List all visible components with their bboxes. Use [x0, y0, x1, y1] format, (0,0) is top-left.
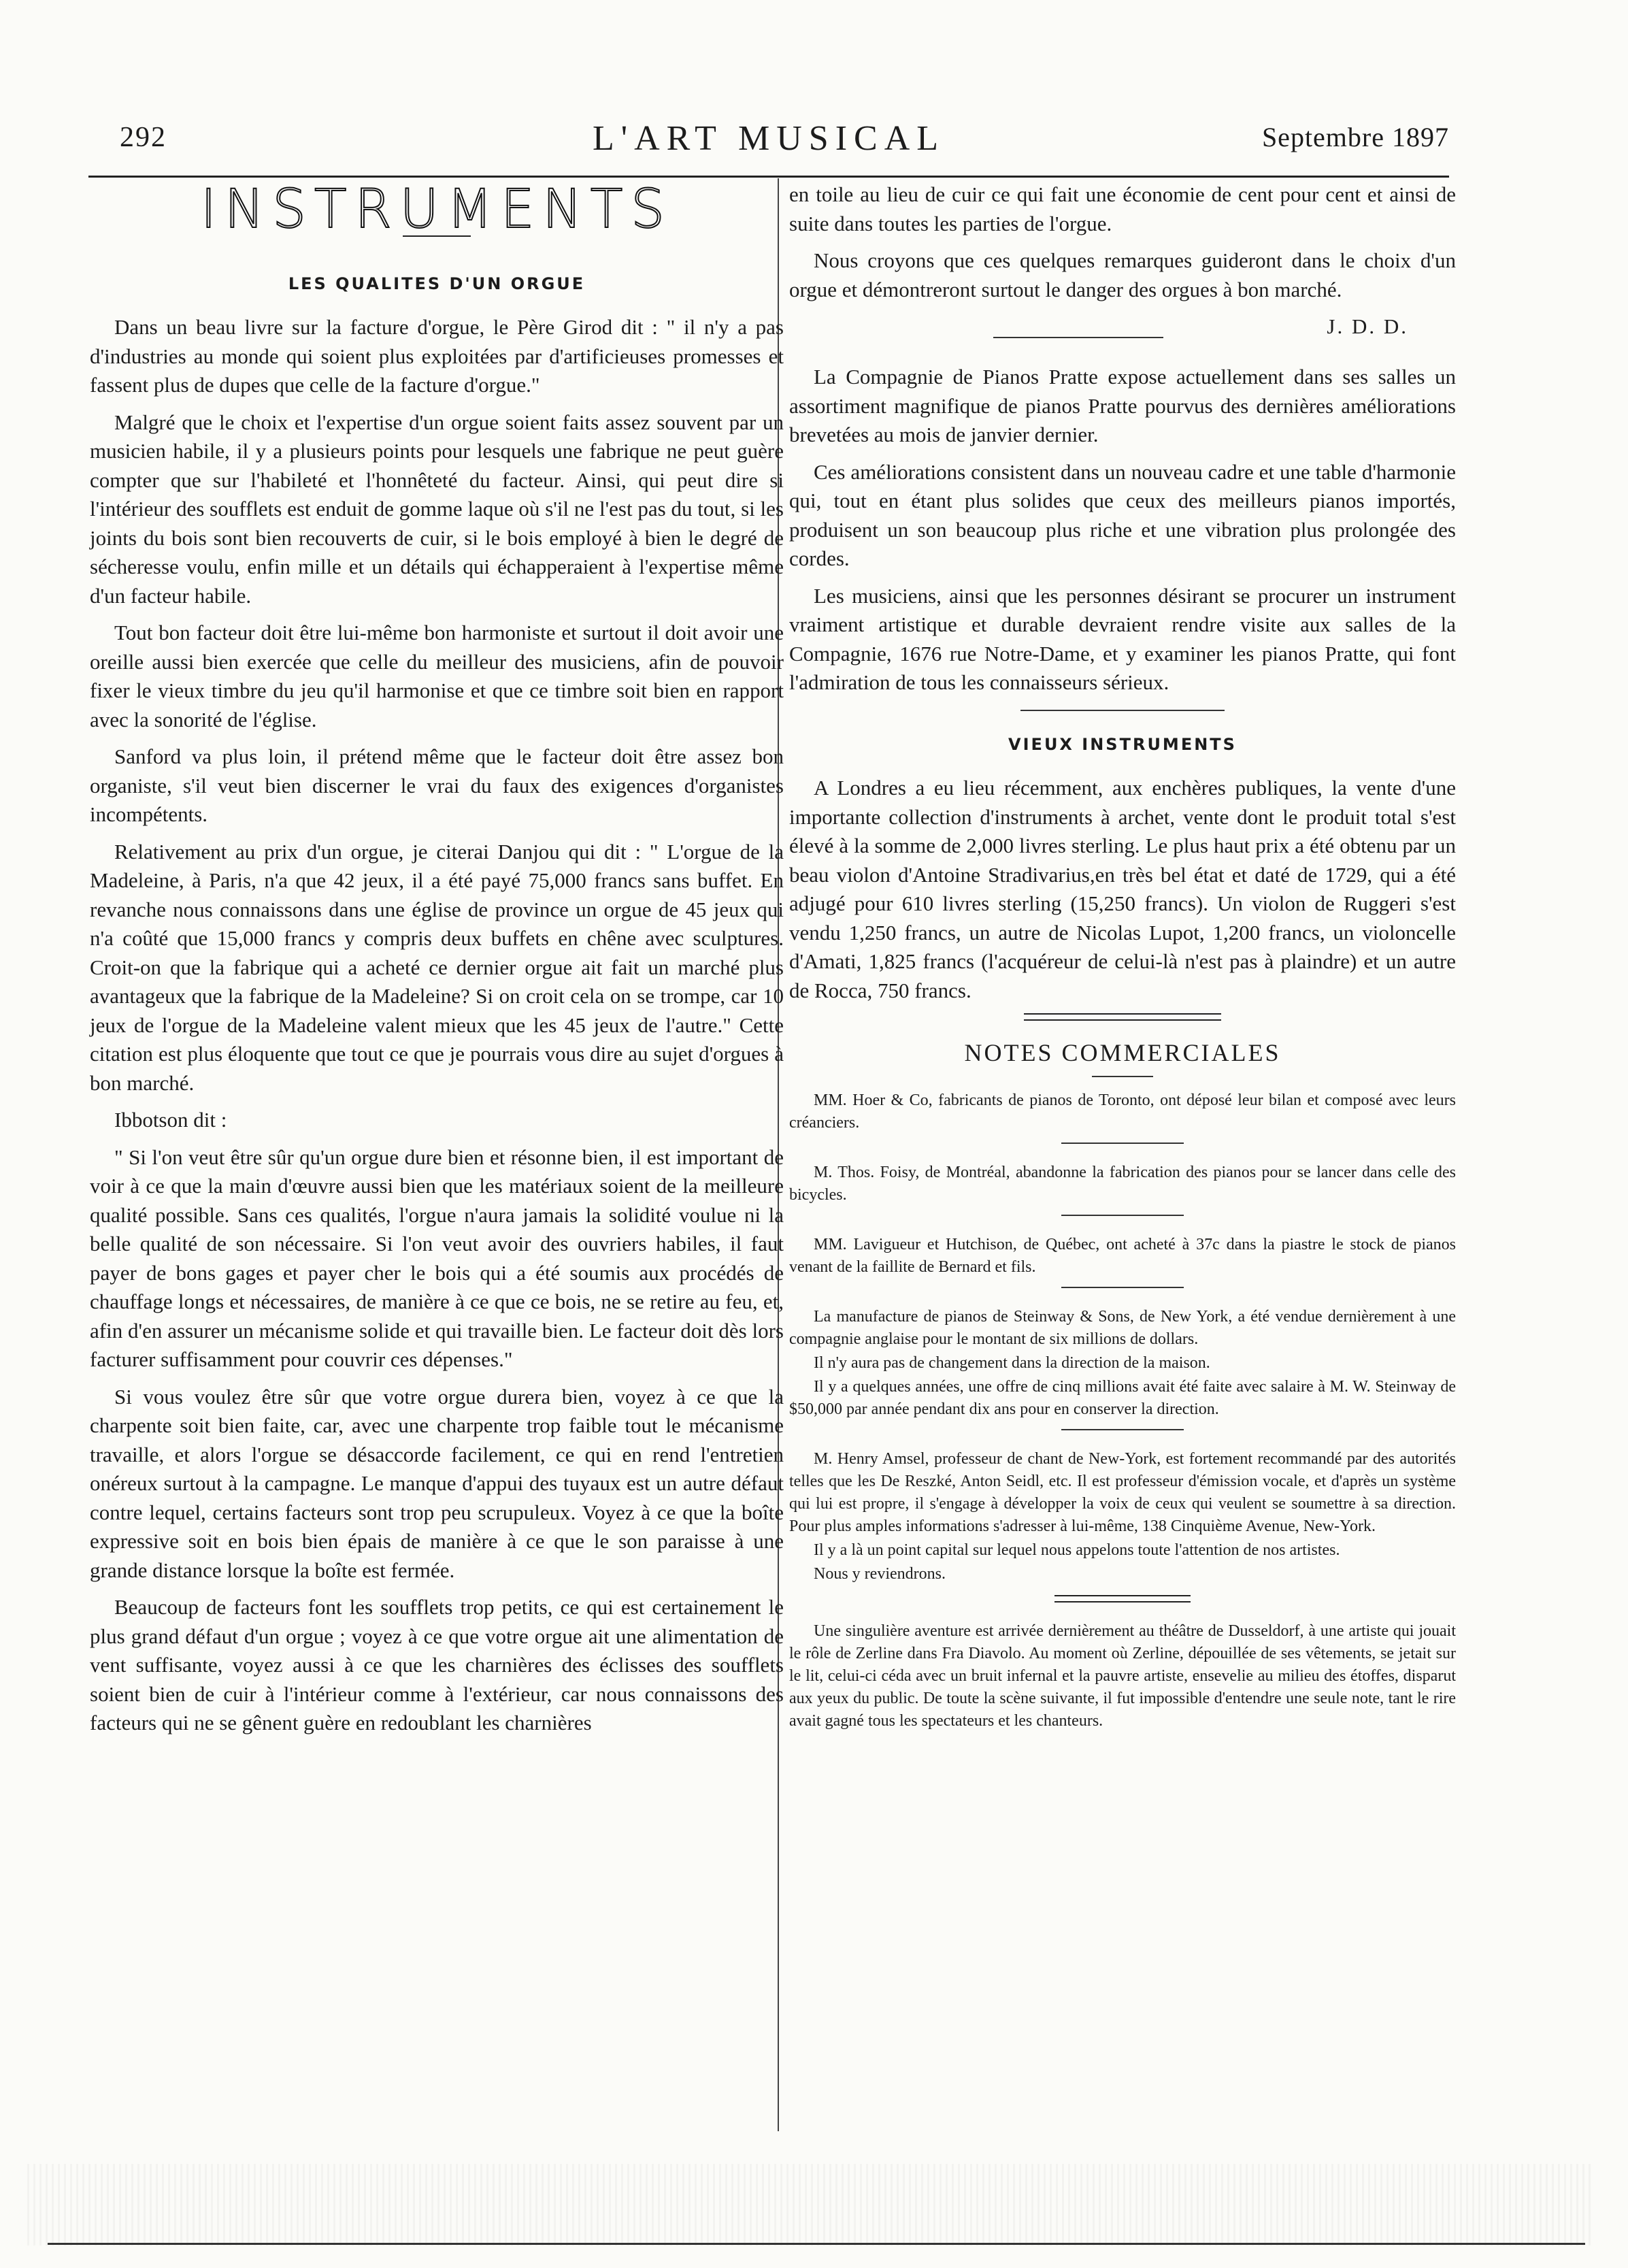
signature-line	[789, 312, 1456, 342]
notes-title: NOTES COMMERCIALES	[964, 1039, 1281, 1066]
right-column	[789, 180, 1456, 1738]
paragraph-continued: en toile au lieu de cuir ce qui fait une économie de cent pour cent et ainsi de suite dans toutes les parties de l'orgue.	[789, 182, 1456, 235]
note-separator	[1061, 1287, 1184, 1288]
paragraph: Nous croyons que ces quelques remarques guideront dans le choix d'un orgue et démontreront surtout le danger des orgues à bon marché.	[789, 248, 1456, 301]
double-rule	[1024, 1013, 1221, 1021]
note-separator	[1061, 1215, 1184, 1216]
paragraph: La Compagnie de Pianos Pratte expose actuellement dans ses salles un assortiment magnifique de pianos Pratte pourvus des dernières améliorations brevetées au mois de janvier dernier.	[789, 365, 1456, 446]
note-separator	[1061, 1143, 1184, 1144]
note-item	[789, 1089, 1456, 1134]
page-bottom-edge	[48, 2243, 1585, 2245]
article-title: VIEUX INSTRUMENTS	[1008, 734, 1237, 754]
note-text: Il y a quelques années, une offre de cinq millions avait été faite avec salaire à M. W. Steinway de $50,000 par année pendant dix ans pour en conserver la direction.	[789, 1377, 1456, 1418]
note-item	[789, 1234, 1456, 1279]
issue-date: Septembre 1897	[1261, 122, 1449, 152]
paragraph: Ces améliorations consistent dans un nouveau cadre et une table d'harmonie qui, tout en étant plus solides que ceux des meilleurs pianos importés, produisent un son beaucoup plus riche et une vibration plus prolongée des cordes.	[789, 459, 1456, 570]
header-rule	[88, 176, 1449, 178]
note-item	[789, 1306, 1456, 1421]
note-separator	[1061, 1429, 1184, 1430]
note-text: Il y a là un point capital sur lequel nous appelons toute l'attention de nos artistes.	[814, 1541, 1340, 1559]
signature-rule	[993, 337, 1163, 338]
paragraph: Ibbotson dit :	[114, 1108, 227, 1132]
note-item	[789, 1162, 1456, 1206]
section-title: INSTRUMENTS	[201, 179, 673, 240]
note-text: MM. Hoer & Co, fabricants de pianos de Toronto, ont déposé leur bilan et composé avec leurs créanciers.	[789, 1091, 1456, 1132]
paragraph: Les musiciens, ainsi que les personnes désirant se procurer un instrument vraiment artistique et durable devraient rendre visite aux salles de la Compagnie, 1676 rue Notre-Dame, et y examiner les pianos Pratte, qui font l'admiration de tous les connaisseurs sérieux.	[789, 583, 1456, 694]
section-rule	[1020, 710, 1225, 711]
note-text: MM. Lavigueur et Hutchison, de Québec, ont acheté à 37c dans la piastre le stock de pianos venant de la faillite de Bernard et fils.	[789, 1235, 1456, 1276]
paper-texture	[27, 2164, 1592, 2246]
note-text: Il n'y aura pas de changement dans la direction de la maison.	[814, 1353, 1210, 1372]
note-item	[789, 1448, 1456, 1585]
paragraph: Tout bon facteur doit être lui-même bon harmoniste et surtout il doit avoir une oreille aussi bien exercée que celle du meilleur des musiciens, afin de pouvoir fixer le vieux timbre du jeu qu'il harmonise et que ce timbre soit bien en rapport avec la sonorité de l'église.	[90, 621, 784, 732]
article-title: LES QUALITES D'UN ORGUE	[288, 274, 586, 293]
paragraph: Si vous voulez être sûr que votre orgue durera bien, voyez à ce que la charpente soit bien faite, car, avec une charpente trop faible tout le mécanisme travaille, et alors l'orgue se désaccorde facilement, ce qui en rend l'entretien onéreux surtout à la campagne. Le manque d'appui des tuyaux est un autre défaut contre lequel, certains facteurs sont trop peu scrupuleux. Voyez à ce que la boîte expressive soit en bois bien épais de manière à ce que le son paraisse à une grande distance lorsque la boîte est fermée.	[90, 1384, 784, 1582]
journal-title: L'ART MUSICAL	[592, 119, 946, 158]
paragraph: A Londres a eu lieu récemment, aux enchères publiques, la vente d'une importante collection d'instruments à archet, vente dont le produit total s'est élevé à la somme de 2,000 livres sterling. Le plus haut prix a été obtenu par un beau violon d'Antoine Stradivarius,en très bel état et daté de 1729, qui a été adjugé pour 610 livres sterling (15,250 francs). Un violon de Ruggeri s'est vendu 1,250 francs, un autre de Nicolas Lupot, 1,200 francs, un violoncelle d'Amati, 1,825 francs (l'acquéreur de celui-là n'est pas à plaindre) et un autre de Rocca, 750 francs.	[789, 776, 1456, 1002]
paragraph: Dans un beau livre sur la facture d'orgue, le Père Girod dit : " il n'y a pas d'industries au monde qui soient plus exploitées par d'artificieuses promesses et fassent plus de dupes que celle de la facture d'orgue."	[90, 315, 784, 397]
signature: J. D. D.	[1327, 314, 1408, 338]
page-header	[88, 121, 1449, 169]
left-column	[90, 180, 784, 1746]
paragraph: Sanford va plus loin, il prétend même que le facteur doit être assez bon organiste, s'il veut bien discerner le vrai du faux des exigences d'organistes incompétents.	[90, 744, 784, 826]
note-text: Nous y reviendrons.	[814, 1564, 946, 1583]
note-item	[789, 1620, 1456, 1732]
page-number: 292	[120, 122, 167, 153]
paragraph: Relativement au prix d'un orgue, je citerai Danjou qui dit : " L'orgue de la Madeleine, à Paris, n'a que 42 jeux, il a été payé 75,000 francs sans buffet. En revanche nous connaissons dans une église de province un orgue de 45 jeux qui n'a coûté que 15,000 francs y compris deux buffets en chêne avec sculptures. Croit-on que la fabrique qui a acheté ce dernier orgue ait fait un marché plus avantageux que la fabrique de la Madeleine? Si on croit cela on se trompe, car 10 jeux de l'orgue de la Madeleine valent mieux que les 45 jeux de l'autre." Cette citation est plus éloquente que tout ce que je pourrais vous dire au sujet d'orgues à bon marché.	[90, 839, 784, 1095]
quote-text: " Si l'on veut être sûr qu'un orgue dure bien et résonne bien, il est important de voir à ce que la main d'œuvre aussi bien que les matériaux soient de la meilleure qualité possible. Sans ces qualités, l'orgue n'aura jamais la solidité voulue ni la belle qualité de son nécessaire. Si l'on veut avoir des ouvriers habiles, il faut payer de bons gages et payer cher le bois qui a été soumis aux procédés de chauffage longs et nécessaires, de manière à ce que ce bois, ne se retire au feu, et, afin d'en assurer un mécanisme solide et qui travaille bien. Le facteur doit dès lors facturer suffisamment pour couvrir ces dépenses."	[90, 1145, 784, 1371]
paragraph: Malgré que le choix et l'expertise d'un orgue soient faits assez souvent par un musicien habile, il y a plusieurs points pour lesquels une fabrique ne peut guère compter que sur l'habileté et l'honnêteté du facteur. Ainsi, qui peut dire si l'intérieur des soufflets est enduit de gomme laque où s'il ne l'est pas du tout, si les joints du bois sont bien recouverts de cuir, si le bois employé à bien le degré de sécheresse voulu, enfin mille et un détails qui échapperaient à l'expertise même d'un facteur habile.	[90, 410, 784, 608]
note-text: Une singulière aventure est arrivée dernièrement au théâtre de Dusseldorf, à une artiste qui jouait le rôle de Zerline dans Fra Diavolo. Au moment où Zerline, dépouillée de ses vêtements, se jetait sur le lit, celui-ci céda avec un bruit infernal et la pauvre artiste, ensevelie au milieu des étoffes, disparut aux yeux du public. De toute la scène suivante, il fut impossible d'entendre une seule note, tant le rire avait gagné tous les spectateurs et les chanteurs.	[789, 1622, 1456, 1730]
title-rule	[1092, 1076, 1153, 1077]
note-text: M. Henry Amsel, professeur de chant de New-York, est fortement recommandé par des autorités telles que les De Reszké, Anton Seidl, etc. Il est professeur d'émission vocale, et d'après un système qui lui est propre, il s'engage à développer la voix de ceux qui veulent se soumettre à sa direction. Pour plus amples informations s'adresser à lui-même, 138 Cinquième Avenue, New-York.	[789, 1449, 1456, 1535]
quotation	[90, 1143, 784, 1375]
paragraph: Beaucoup de facteurs font les soufflets trop petits, ce qui est certainement le plus grand défaut d'un orgue ; voyez à ce que votre orgue ait une alimentation de vent suffisante, voyez aussi à ce que les charnières des éclisses des soufflets soient bien de cuir à l'intérieur comme à l'extérieur, car nous connaissons des facteurs qui ne se gênent guère en redoublant les charnières	[90, 1595, 784, 1735]
double-rule	[1054, 1595, 1191, 1603]
note-text: M. Thos. Foisy, de Montréal, abandonne la fabrication des pianos pour se lancer dans celle des bicycles.	[789, 1163, 1456, 1204]
note-text: La manufacture de pianos de Steinway & Sons, de New York, a été vendue dernièrement à une compagnie anglaise pour le montant de six millions de dollars.	[789, 1307, 1456, 1348]
